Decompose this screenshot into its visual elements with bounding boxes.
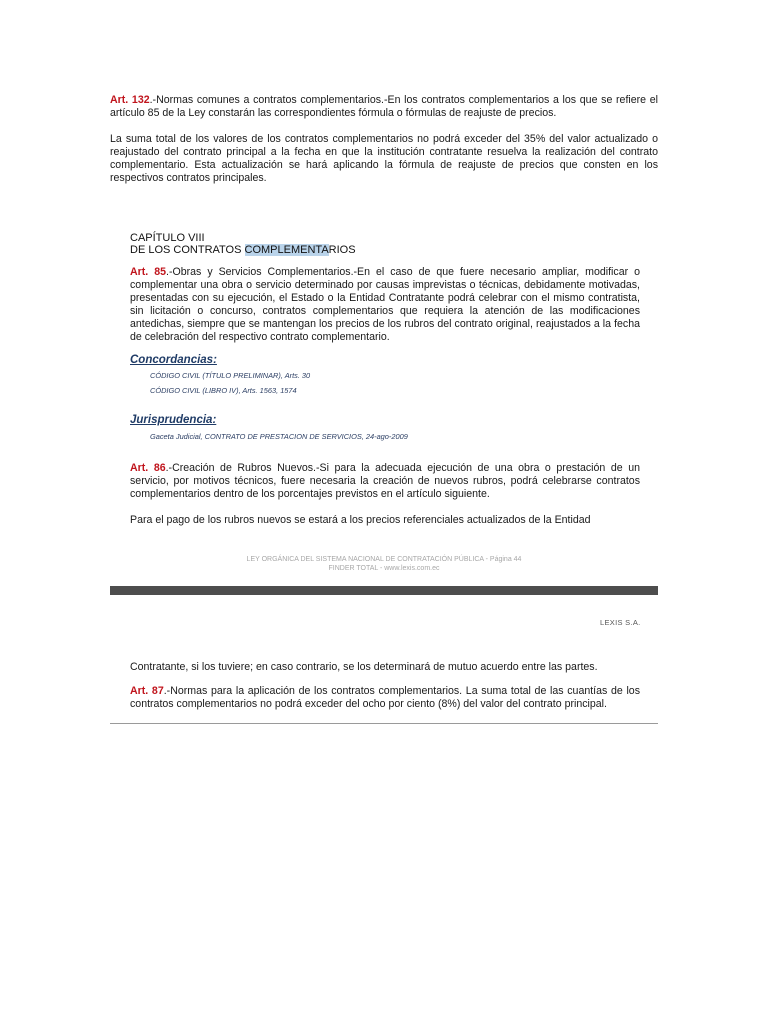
article-85-block bbox=[130, 266, 640, 344]
chapter-heading bbox=[130, 232, 356, 256]
article-86-paragraph bbox=[130, 462, 640, 501]
continuation-paragraph: Contratante, si los tuviere; en caso contrario, se los determinará de mutuo acuerdo entre las partes. bbox=[130, 661, 598, 673]
article-text: .-Obras y Servicios Complementarios.-En el caso de que fuere necesario ampliar, modificar o complementar una obra o servicio determinado por causas imprevistas o técnicas, debidamente motivadas, presentadas con su ejecución, el Estado o la Entidad Contratante podrá celebrar con el mismo contratista, sin licitación o concurso, contratos complementarios que requiera la atención de las modificaciones antedichas, siempre que se mantengan los precios de los rubros del contrato original, reajustados a la fecha de celebración del respectivo contrato complementario. bbox=[130, 266, 640, 343]
concordancia-link[interactable]: CÓDIGO CIVIL (TÍTULO PRELIMINAR), Arts. 30 bbox=[150, 371, 311, 380]
article-text: .-Normas comunes a contratos complementarios.-En los contratos complementarios a los que se refiere el artículo 85 de la Ley constarán las correspondientes fórmula o fórmulas de reajuste de precios. bbox=[110, 94, 658, 119]
article-87-paragraph bbox=[130, 685, 640, 711]
chapter-number: CAPÍTULO VIII bbox=[130, 232, 205, 244]
article-number: Art. 86 bbox=[130, 462, 166, 474]
article-132-paragraph-2: La suma total de los valores de los contratos complementarios no podrá exceder del 35% del valor actualizado o reajustado del contrato principal a la fecha en que la institución contratante resuelva la realización del contrato complementario. Esta actualización se hará aplicando la fórmula de reajuste de precios que consten en los respectivos contratos principales. bbox=[110, 133, 658, 184]
article-86-paragraph-2: Para el pago de los rubros nuevos se estará a los precios referenciales actualizados de la Entidad bbox=[130, 514, 591, 526]
article-85-paragraph bbox=[130, 266, 640, 344]
article-86-block bbox=[130, 462, 640, 527]
article-number: Art. 87 bbox=[130, 685, 164, 697]
page-bottom-divider bbox=[110, 723, 658, 724]
jurisprudencia-heading[interactable]: Jurisprudencia: bbox=[130, 414, 217, 426]
page-separator bbox=[110, 586, 658, 595]
article-number: Art. 132 bbox=[110, 94, 150, 106]
page-footer-title: LEY ORGÁNICA DEL SISTEMA NACIONAL DE CONTRATACIÓN PÚBLICA - Página 44 bbox=[246, 556, 522, 563]
article-text: .-Normas para la aplicación de los contratos complementarios. La suma total de las cuantías de los contratos complementarios no podrá exceder del ocho por ciento (8%) del valor del contrato principal. bbox=[130, 685, 640, 710]
concordancia-link[interactable]: CÓDIGO CIVIL (LIBRO IV), Arts. 1563, 1574 bbox=[150, 386, 297, 395]
article-132-paragraph bbox=[110, 94, 658, 120]
search-highlight: COMPLEMENTA bbox=[244, 244, 329, 256]
article-132-block bbox=[110, 94, 658, 185]
jurisprudencia-link[interactable]: Gaceta Judicial, CONTRATO DE PRESTACION DE SERVICIOS, 24-ago-2009 bbox=[150, 432, 408, 441]
concordancias-heading[interactable]: Concordancias: bbox=[130, 354, 217, 366]
chapter-title: DE LOS CONTRATOS COMPLEMENTARIOS bbox=[130, 244, 356, 256]
publisher-brand: LEXIS S.A. bbox=[600, 618, 641, 627]
article-87-block bbox=[130, 661, 640, 711]
article-text: .-Creación de Rubros Nuevos.-Si para la adecuada ejecución de una obra o prestación de un servicio, por motivos técnicos, fuere necesaria la creación de nuevos rubros, podrá celebrarse contratos complementarios dentro de los porcentajes previstos en el artículo siguiente. bbox=[130, 462, 640, 500]
page-footer-source: FINDER TOTAL - www.lexis.com.ec bbox=[328, 565, 440, 572]
article-number: Art. 85 bbox=[130, 266, 167, 278]
